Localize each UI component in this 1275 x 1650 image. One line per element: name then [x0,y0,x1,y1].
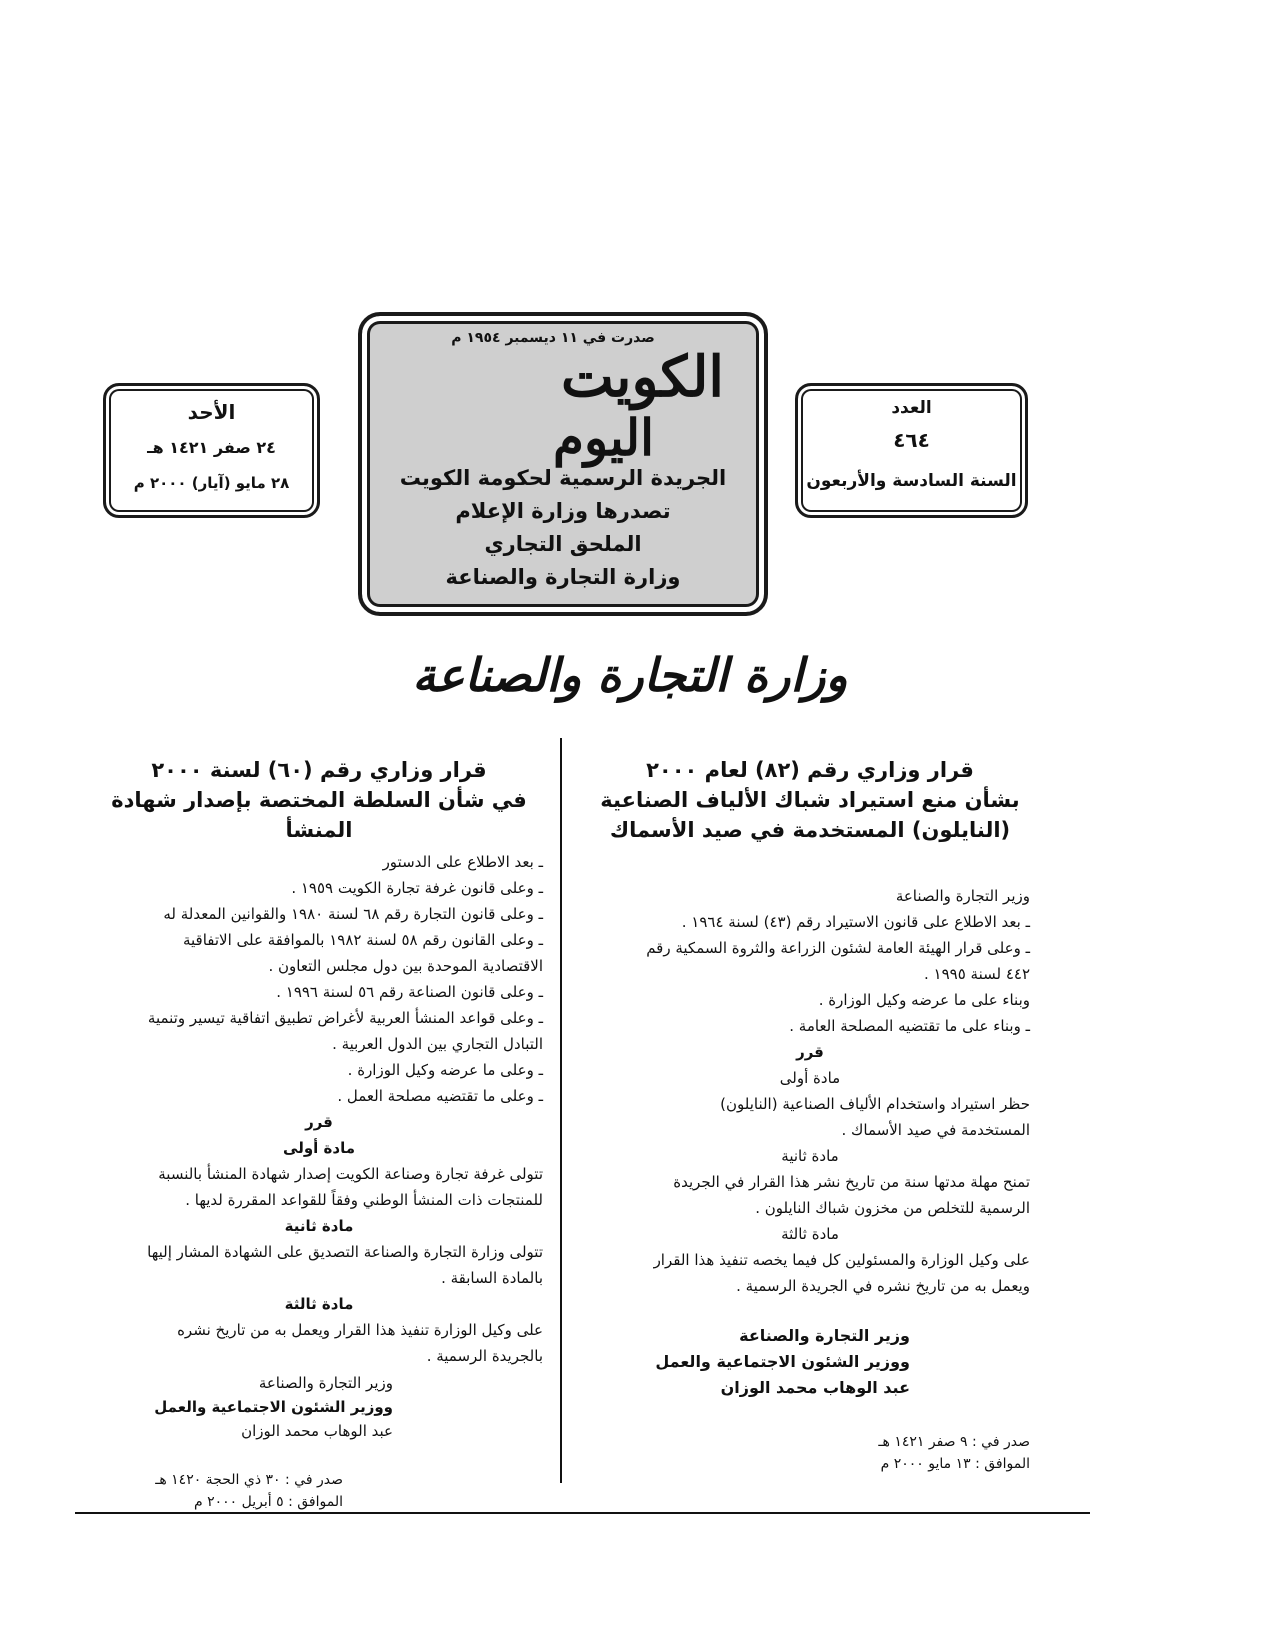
minister-heading: وزير التجارة والصناعة [895,887,1030,905]
newspaper-title: الكويت [560,344,724,410]
weekday: الأحد [187,400,236,424]
decision-subject: بشأن منع استيراد شباك الألياف الصناعية [600,788,1020,812]
preamble-line: ٤٤٢ لسنة ١٩٩٥ . [923,965,1030,983]
volume-year: السنة السادسة والأربعون [806,471,1017,491]
preamble-line: ـ وعلى قانون التجارة رقم ٦٨ لسنة ١٩٨٠ والقوانين المعدلة له [163,905,543,923]
preamble-line: التبادل التجاري بين الدول العربية . [332,1035,543,1053]
article-heading: مادة ثالثة [284,1295,354,1313]
article-text: بالمادة السابقة . [441,1269,543,1287]
article-text: حظر استيراد واستخدام الألياف الصناعية (النايلون) [720,1095,1030,1113]
supplement-label: الملحق التجاري [484,532,642,556]
decision-title: قرار وزاري رقم (٦٠) لسنة ٢٠٠٠ [151,758,487,782]
decided-heading: قرر [305,1113,333,1131]
preamble-line: ـ وعلى ما تقتضيه مصلحة العمل . [337,1087,543,1105]
article-text: المستخدمة في صيد الأسماك . [841,1121,1030,1139]
decision-82 [590,755,1030,1475]
article-text: ويعمل به من تاريخ نشره في الجريدة الرسمية . [736,1277,1030,1295]
hijri-date: ٢٤ صفر ١٤٢١ هـ [147,438,276,457]
article-heading: مادة أولى [283,1139,355,1157]
issue-date-hijri: صدر في : ٣٠ ذي الحجة ١٤٢٠ هـ [155,1472,343,1488]
article-text: تتولى غرفة تجارة وصناعة الكويت إصدار شهادة المنشأ بالنسبة [158,1165,543,1183]
issue-box [795,383,1028,518]
article-text: على وكيل الوزارة تنفيذ هذا القرار ويعمل به من تاريخ نشره [177,1321,543,1339]
ministry-label: وزارة التجارة والصناعة [445,565,681,589]
preamble-line: ـ بعد الاطلاع على الدستور [382,853,543,871]
decision-60 [95,755,543,1513]
preamble-line: ـ وعلى قانون غرفة تجارة الكويت ١٩٥٩ . [291,879,543,897]
signatory-name: عبد الوهاب محمد الوزان [241,1422,393,1440]
article-text: على وكيل الوزارة والمسئولين كل فيما يخصه تنفيذ هذا القرار [653,1251,1030,1269]
preamble-line: ـ وعلى قانون الصناعة رقم ٥٦ لسنة ١٩٩٦ . [276,983,543,1001]
article-heading: مادة أولى [779,1069,841,1087]
date-box [103,383,320,518]
issue-number: ٤٦٤ [893,428,930,452]
decision-title: قرار وزاري رقم (٨٢) لعام ٢٠٠٠ [646,758,974,782]
issue-date-hijri: صدر في : ٩ صفر ١٤٢١ هـ [878,1434,1030,1450]
signatory-title: وزير التجارة والصناعة [739,1326,910,1345]
decision-subject: (النايلون) المستخدمة في صيد الأسماك [609,818,1011,842]
signatory-name: عبد الوهاب محمد الوزان [720,1378,910,1397]
signatory-title: ووزير الشئون الاجتماعية والعمل [655,1352,910,1371]
signatory-title: ووزير الشئون الاجتماعية والعمل [154,1398,393,1416]
preamble-line: ـ وعلى القانون رقم ٥٨ لسنة ١٩٨٢ بالموافقة على الاتفاقية [182,931,543,949]
newspaper-subtitle: اليوم [552,408,654,467]
preamble-line: ـ بعد الاطلاع على قانون الاستيراد رقم (٤٣) لسنة ١٩٦٤ . [681,913,1030,931]
gregorian-date: ٢٨ مايو (آيار) ٢٠٠٠ م [133,474,290,492]
publisher-label: تصدرها وزارة الإعلام [455,499,671,523]
article-text: تتولى وزارة التجارة والصناعة التصديق على الشهادة المشار إليها [147,1243,543,1261]
article-heading: مادة ثالثة [781,1225,839,1243]
article-heading: مادة ثانية [284,1217,354,1235]
issue-label: العدد [891,398,932,418]
article-text: بالجريدة الرسمية . [426,1347,543,1365]
preamble-line: وبناء على ما عرضه وكيل الوزارة . [818,991,1030,1009]
masthead [358,312,768,616]
section-title: وزارة التجارة والصناعة [412,648,848,702]
issue-date-gregorian: الموافق : ٥ أبريل ٢٠٠٠ م [193,1494,343,1510]
preamble-line: ـ وبناء على ما تقتضيه المصلحة العامة . [789,1017,1030,1035]
article-text: للمنتجات ذات المنشأ الوطني وفقاً للقواعد المقررة لديها . [185,1191,543,1209]
signatory-title: وزير التجارة والصناعة [258,1374,393,1392]
issue-date-gregorian: الموافق : ١٣ مايو ٢٠٠٠ م [880,1456,1030,1472]
article-heading: مادة ثانية [781,1147,839,1165]
column-divider [560,738,562,1483]
article-text: الرسمية للتخلص من مخزون شباك النايلون . [755,1199,1030,1217]
gazette-label: الجريدة الرسمية لحكومة الكويت [399,466,727,490]
preamble-line: ـ وعلى قرار الهيئة العامة لشئون الزراعة والثروة السمكية رقم [646,939,1030,957]
decision-subject: في شأن السلطة المختصة بإصدار شهادة المنشأ [111,788,527,842]
preamble-line: الاقتصادية الموحدة بين دول مجلس التعاون . [268,957,543,975]
decided-heading: قرر [796,1043,824,1061]
founded-date: صدرت في ١١ ديسمبر ١٩٥٤ م [451,330,655,346]
preamble-line: ـ وعلى ما عرضه وكيل الوزارة . [347,1061,543,1079]
preamble-line: ـ وعلى قواعد المنشأ العربية لأغراض تطبيق اتفاقية تيسير وتنمية [147,1009,543,1027]
article-text: تمنح مهلة مدتها سنة من تاريخ نشر هذا القرار في الجريدة [673,1173,1030,1191]
